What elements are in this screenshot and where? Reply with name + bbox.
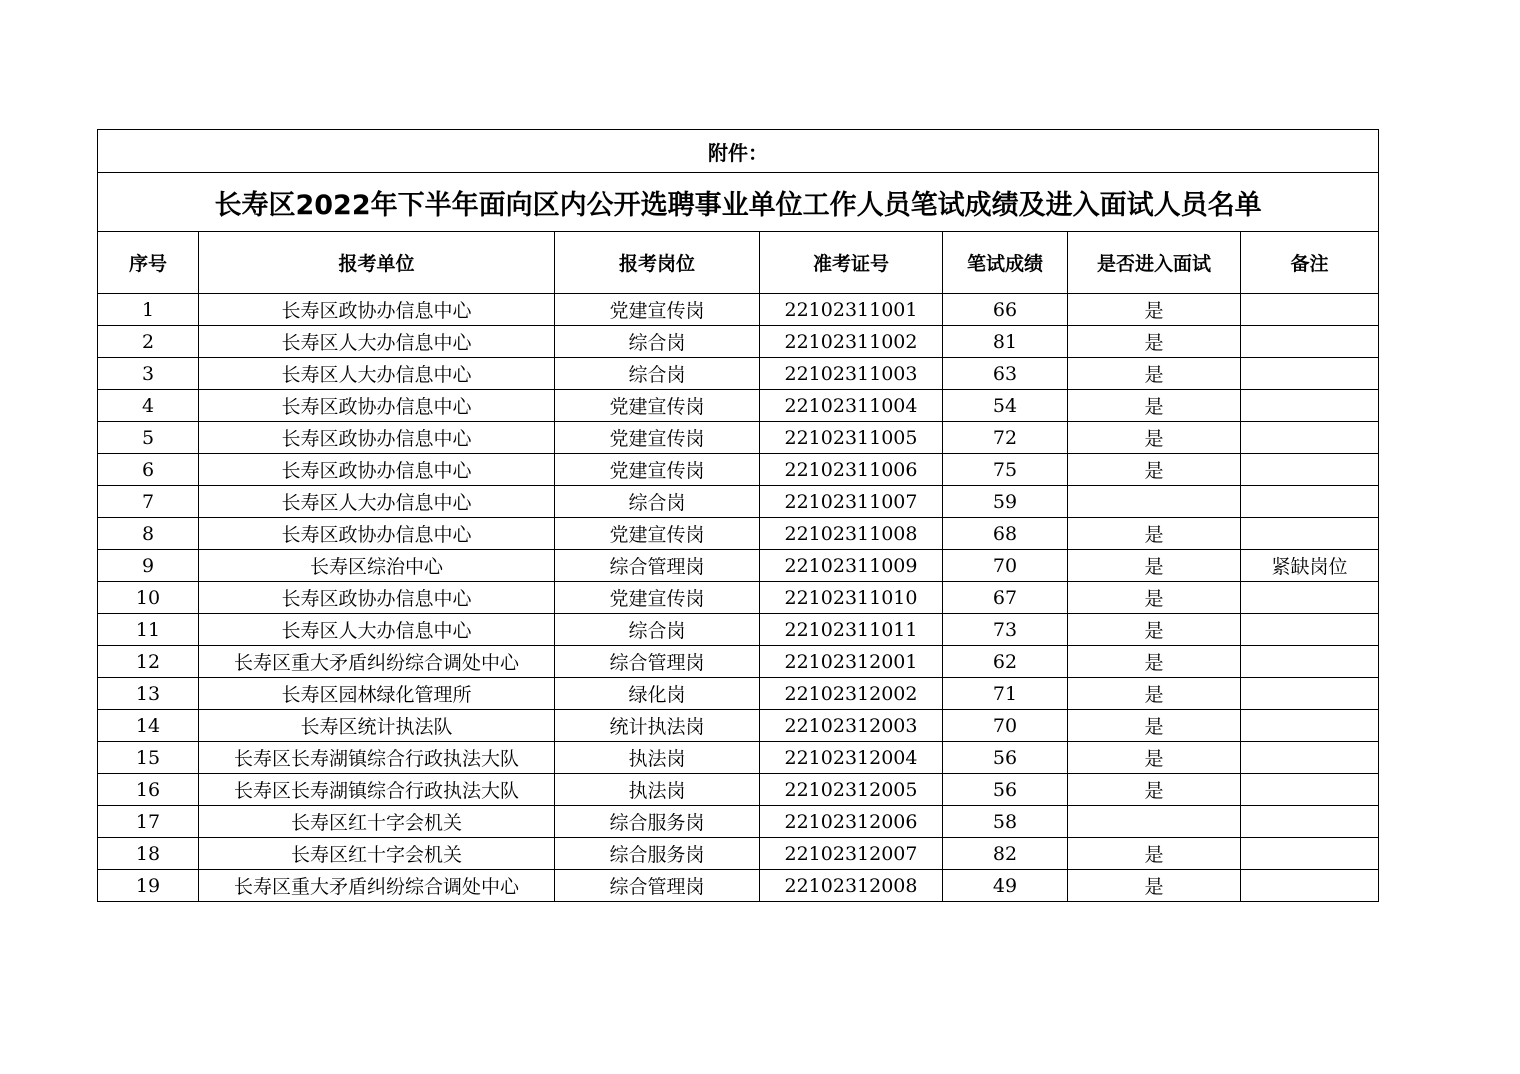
attachment-label: 附件： (98, 130, 1379, 173)
cell-ticket-number: 22102312002 (760, 678, 943, 710)
cell-remarks (1241, 358, 1379, 390)
cell-index: 18 (98, 838, 199, 870)
cell-interview: 是 (1068, 358, 1241, 390)
cell-unit: 长寿区人大办信息中心 (199, 614, 555, 646)
cell-unit: 长寿区长寿湖镇综合行政执法大队 (199, 742, 555, 774)
cell-interview: 是 (1068, 646, 1241, 678)
cell-index: 11 (98, 614, 199, 646)
cell-ticket-number: 22102312008 (760, 870, 943, 902)
cell-unit: 长寿区园林绿化管理所 (199, 678, 555, 710)
cell-score: 56 (943, 774, 1068, 806)
cell-interview: 是 (1068, 390, 1241, 422)
cell-index: 4 (98, 390, 199, 422)
cell-score: 58 (943, 806, 1068, 838)
cell-interview: 是 (1068, 870, 1241, 902)
column-header-ticket-number: 准考证号 (760, 232, 943, 294)
table-row (98, 614, 1379, 646)
cell-remarks (1241, 838, 1379, 870)
cell-score: 62 (943, 646, 1068, 678)
cell-index: 9 (98, 550, 199, 582)
cell-score: 49 (943, 870, 1068, 902)
cell-index: 13 (98, 678, 199, 710)
table-row (98, 774, 1379, 806)
cell-index: 5 (98, 422, 199, 454)
table-row (98, 646, 1379, 678)
cell-score: 70 (943, 710, 1068, 742)
cell-remarks (1241, 870, 1379, 902)
table-body (98, 294, 1379, 902)
cell-position: 统计执法岗 (555, 710, 760, 742)
cell-ticket-number: 22102311011 (760, 614, 943, 646)
cell-unit: 长寿区统计执法队 (199, 710, 555, 742)
cell-remarks (1241, 614, 1379, 646)
cell-remarks (1241, 710, 1379, 742)
cell-remarks (1241, 678, 1379, 710)
cell-unit: 长寿区红十字会机关 (199, 838, 555, 870)
cell-position: 党建宣传岗 (555, 582, 760, 614)
cell-ticket-number: 22102312006 (760, 806, 943, 838)
cell-score: 75 (943, 454, 1068, 486)
table-row (98, 838, 1379, 870)
cell-ticket-number: 22102311003 (760, 358, 943, 390)
cell-unit: 长寿区人大办信息中心 (199, 326, 555, 358)
title-row (98, 173, 1379, 232)
cell-position: 综合管理岗 (555, 550, 760, 582)
cell-ticket-number: 22102311010 (760, 582, 943, 614)
cell-ticket-number: 22102312001 (760, 646, 943, 678)
table-row (98, 710, 1379, 742)
cell-ticket-number: 22102311004 (760, 390, 943, 422)
cell-interview: 是 (1068, 422, 1241, 454)
cell-ticket-number: 22102311005 (760, 422, 943, 454)
cell-position: 综合管理岗 (555, 646, 760, 678)
cell-unit: 长寿区政协办信息中心 (199, 294, 555, 326)
cell-index: 12 (98, 646, 199, 678)
cell-score: 71 (943, 678, 1068, 710)
table-row (98, 326, 1379, 358)
cell-unit: 长寿区长寿湖镇综合行政执法大队 (199, 774, 555, 806)
cell-index: 15 (98, 742, 199, 774)
cell-position: 综合岗 (555, 326, 760, 358)
cell-remarks (1241, 326, 1379, 358)
table-row (98, 742, 1379, 774)
cell-ticket-number: 22102311009 (760, 550, 943, 582)
cell-ticket-number: 22102312003 (760, 710, 943, 742)
cell-ticket-number: 22102311006 (760, 454, 943, 486)
cell-position: 综合管理岗 (555, 870, 760, 902)
cell-unit: 长寿区综治中心 (199, 550, 555, 582)
cell-score: 56 (943, 742, 1068, 774)
table-row (98, 582, 1379, 614)
cell-position: 党建宣传岗 (555, 294, 760, 326)
cell-position: 综合服务岗 (555, 838, 760, 870)
cell-index: 10 (98, 582, 199, 614)
attachment-row (98, 130, 1379, 173)
cell-interview (1068, 486, 1241, 518)
cell-position: 绿化岗 (555, 678, 760, 710)
cell-interview: 是 (1068, 614, 1241, 646)
cell-index: 14 (98, 710, 199, 742)
cell-remarks (1241, 806, 1379, 838)
cell-index: 1 (98, 294, 199, 326)
column-header-unit: 报考单位 (199, 232, 555, 294)
table-row (98, 806, 1379, 838)
cell-remarks (1241, 646, 1379, 678)
cell-interview: 是 (1068, 774, 1241, 806)
header-row (98, 232, 1379, 294)
column-header-index: 序号 (98, 232, 199, 294)
cell-index: 19 (98, 870, 199, 902)
cell-unit: 长寿区重大矛盾纠纷综合调处中心 (199, 870, 555, 902)
cell-unit: 长寿区政协办信息中心 (199, 518, 555, 550)
cell-ticket-number: 22102311002 (760, 326, 943, 358)
cell-unit: 长寿区重大矛盾纠纷综合调处中心 (199, 646, 555, 678)
cell-score: 70 (943, 550, 1068, 582)
cell-remarks (1241, 518, 1379, 550)
cell-interview: 是 (1068, 294, 1241, 326)
table-row (98, 870, 1379, 902)
table-row (98, 390, 1379, 422)
cell-position: 党建宣传岗 (555, 390, 760, 422)
cell-position: 党建宣传岗 (555, 454, 760, 486)
cell-interview: 是 (1068, 678, 1241, 710)
cell-ticket-number: 22102312005 (760, 774, 943, 806)
cell-remarks (1241, 390, 1379, 422)
cell-ticket-number: 22102312007 (760, 838, 943, 870)
table-row (98, 518, 1379, 550)
table-row (98, 486, 1379, 518)
cell-remarks (1241, 454, 1379, 486)
column-header-remarks: 备注 (1241, 232, 1379, 294)
cell-remarks (1241, 742, 1379, 774)
table-row (98, 454, 1379, 486)
cell-position: 执法岗 (555, 742, 760, 774)
cell-unit: 长寿区政协办信息中心 (199, 582, 555, 614)
cell-score: 59 (943, 486, 1068, 518)
cell-score: 81 (943, 326, 1068, 358)
cell-interview: 是 (1068, 550, 1241, 582)
cell-index: 17 (98, 806, 199, 838)
cell-ticket-number: 22102311008 (760, 518, 943, 550)
cell-position: 党建宣传岗 (555, 518, 760, 550)
cell-index: 7 (98, 486, 199, 518)
cell-interview: 是 (1068, 454, 1241, 486)
cell-remarks (1241, 294, 1379, 326)
cell-ticket-number: 22102311007 (760, 486, 943, 518)
cell-remarks (1241, 774, 1379, 806)
cell-unit: 长寿区红十字会机关 (199, 806, 555, 838)
cell-ticket-number: 22102311001 (760, 294, 943, 326)
cell-index: 8 (98, 518, 199, 550)
cell-score: 72 (943, 422, 1068, 454)
cell-remarks (1241, 582, 1379, 614)
cell-remarks (1241, 486, 1379, 518)
cell-index: 16 (98, 774, 199, 806)
cell-index: 2 (98, 326, 199, 358)
column-header-position: 报考岗位 (555, 232, 760, 294)
cell-position: 党建宣传岗 (555, 422, 760, 454)
cell-interview: 是 (1068, 518, 1241, 550)
results-table (97, 129, 1379, 902)
cell-interview (1068, 806, 1241, 838)
cell-unit: 长寿区政协办信息中心 (199, 454, 555, 486)
document-title: 长寿区2022年下半年面向区内公开选聘事业单位工作人员笔试成绩及进入面试人员名单 (98, 173, 1379, 232)
table-row (98, 358, 1379, 390)
cell-interview: 是 (1068, 710, 1241, 742)
cell-score: 67 (943, 582, 1068, 614)
column-header-score: 笔试成绩 (943, 232, 1068, 294)
cell-interview: 是 (1068, 582, 1241, 614)
cell-score: 66 (943, 294, 1068, 326)
table-row (98, 678, 1379, 710)
cell-interview: 是 (1068, 742, 1241, 774)
cell-interview: 是 (1068, 838, 1241, 870)
cell-position: 综合服务岗 (555, 806, 760, 838)
cell-position: 综合岗 (555, 486, 760, 518)
cell-unit: 长寿区政协办信息中心 (199, 422, 555, 454)
cell-unit: 长寿区政协办信息中心 (199, 390, 555, 422)
cell-remarks (1241, 422, 1379, 454)
cell-score: 82 (943, 838, 1068, 870)
column-header-interview: 是否进入面试 (1068, 232, 1241, 294)
table-row (98, 422, 1379, 454)
cell-ticket-number: 22102312004 (760, 742, 943, 774)
cell-index: 6 (98, 454, 199, 486)
cell-index: 3 (98, 358, 199, 390)
cell-position: 综合岗 (555, 358, 760, 390)
cell-score: 68 (943, 518, 1068, 550)
cell-score: 54 (943, 390, 1068, 422)
cell-unit: 长寿区人大办信息中心 (199, 486, 555, 518)
cell-score: 63 (943, 358, 1068, 390)
cell-remarks: 紧缺岗位 (1241, 550, 1379, 582)
cell-score: 73 (943, 614, 1068, 646)
cell-unit: 长寿区人大办信息中心 (199, 358, 555, 390)
table-row (98, 550, 1379, 582)
table-row (98, 294, 1379, 326)
cell-position: 执法岗 (555, 774, 760, 806)
cell-interview: 是 (1068, 326, 1241, 358)
cell-position: 综合岗 (555, 614, 760, 646)
